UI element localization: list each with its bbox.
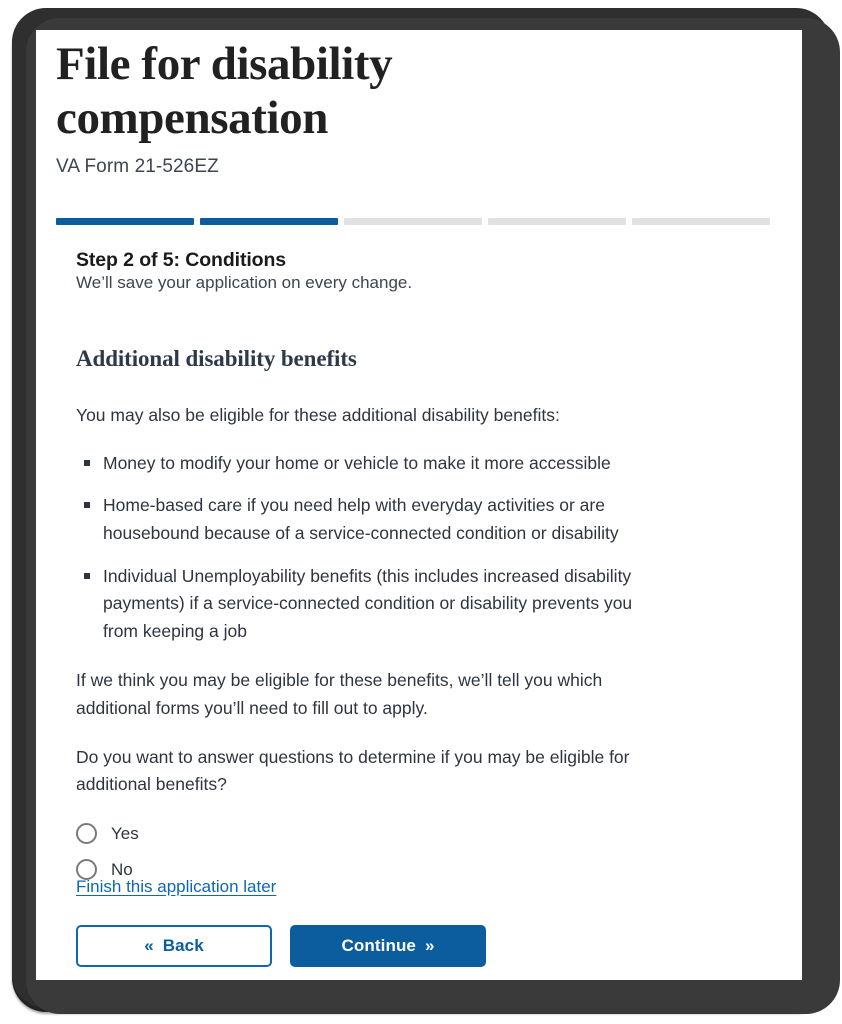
continue-button[interactable] <box>290 925 486 967</box>
square-bullet-icon <box>84 460 90 466</box>
progress-segment-5 <box>632 218 770 225</box>
progress-bar <box>56 218 770 225</box>
eligibility-radio-group[interactable] <box>76 823 656 880</box>
list-item-text: Home-based care if you need help with everyday activities or are housebound because of a service-connected condition or disability <box>103 495 619 543</box>
page-title: File for disability compensation <box>56 38 393 144</box>
page-content <box>36 30 802 980</box>
chevron-right-icon: » <box>424 936 435 955</box>
list-item-text: Individual Unemployability benefits (this includes increased disability payments) if a service-connected condition or disability prevents you from keeping a job <box>103 565 633 641</box>
list-item <box>76 492 656 547</box>
list-item <box>76 563 656 646</box>
step-subtext: We’ll save your application on every change. <box>76 273 413 292</box>
progress-segment-2 <box>200 218 338 225</box>
chevron-left-icon: « <box>144 936 154 955</box>
form-number: VA Form 21-526EZ <box>56 156 219 177</box>
finish-application-later-link[interactable]: Finish this application later <box>76 877 277 896</box>
progress-segment-3 <box>344 218 482 225</box>
progress-segment-1 <box>56 218 194 225</box>
step-heading: Step 2 of 5: Conditions <box>76 249 287 271</box>
radio-option-yes[interactable] <box>76 823 656 844</box>
continue-button-label: Continue <box>341 936 416 955</box>
section-note: If we think you may be eligible for these benefits, we’ll tell you which additional forms you’ll need to fill out to apply. <box>76 670 603 719</box>
benefits-list <box>76 450 656 646</box>
radio-label-yes: Yes <box>111 823 139 843</box>
square-bullet-icon <box>84 502 90 508</box>
square-bullet-icon <box>84 573 90 579</box>
form-navigation-buttons <box>76 925 486 967</box>
section-heading: Additional disability benefits <box>76 346 357 371</box>
step-indicator <box>76 249 676 293</box>
progress-segment-4 <box>488 218 626 225</box>
section-paragraphs <box>76 667 656 799</box>
back-button[interactable] <box>76 925 272 967</box>
radio-button-icon[interactable] <box>76 823 97 844</box>
device-bezel <box>12 8 830 1008</box>
section-intro: You may also be eligible for these additional disability benefits: <box>76 405 560 425</box>
eligibility-question: Do you want to answer questions to determine if you may be eligible for additional benefits? <box>76 746 630 795</box>
list-item <box>76 450 656 478</box>
radio-label-no: No <box>111 859 133 879</box>
back-button-label: Back <box>162 936 204 955</box>
additional-benefits-section <box>76 346 656 895</box>
list-item-text: Money to modify your home or vehicle to make it more accessible <box>103 452 611 473</box>
page-surface <box>36 30 802 980</box>
